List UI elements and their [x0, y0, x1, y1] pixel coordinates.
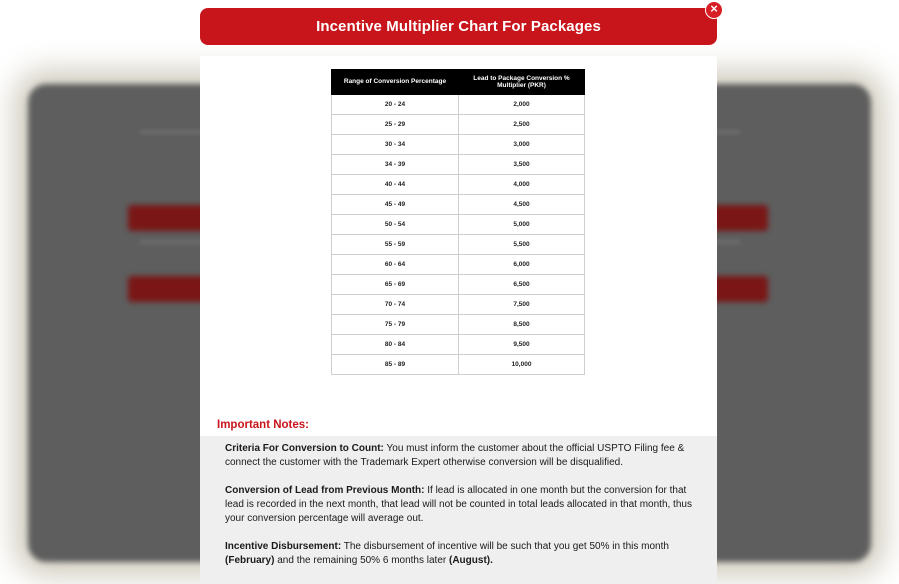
multiplier-cell: 9,500 [459, 335, 585, 355]
note-disbursement-month-2: (August). [449, 555, 493, 566]
table-row [332, 315, 585, 335]
multiplier-cell: 4,000 [459, 175, 585, 195]
table-body [332, 95, 585, 375]
note-criteria [225, 442, 705, 470]
multiplier-cell: 7,500 [459, 295, 585, 315]
range-cell: 80 - 84 [332, 335, 459, 355]
multiplier-cell: 6,000 [459, 255, 585, 275]
range-cell: 50 - 54 [332, 215, 459, 235]
table-row [332, 155, 585, 175]
note-criteria-text: You must inform the customer about the official USPTO Filing fee & connect the customer with the Trademark Expert otherwise conversion will be disqualified. [225, 443, 685, 468]
note-disbursement [225, 540, 705, 568]
table-row [332, 295, 585, 315]
table-row [332, 195, 585, 215]
modal-body [200, 56, 717, 584]
note-criteria-label: Criteria For Conversion to Count: [225, 443, 384, 454]
multiplier-cell: 10,000 [459, 355, 585, 375]
table-row [332, 95, 585, 115]
note-previous-month-label: Conversion of Lead from Previous Month: [225, 485, 425, 496]
column-header-range: Range of Conversion Percentage [332, 70, 459, 95]
table-row [332, 235, 585, 255]
multiplier-cell: 2,500 [459, 115, 585, 135]
note-disbursement-text-1: The disbursement of incentive will be such that you get 50% in this month [341, 541, 669, 552]
multiplier-cell: 3,500 [459, 155, 585, 175]
range-cell: 70 - 74 [332, 295, 459, 315]
range-cell: 45 - 49 [332, 195, 459, 215]
range-cell: 20 - 24 [332, 95, 459, 115]
range-cell: 75 - 79 [332, 315, 459, 335]
note-disbursement-text-2: and the remaining 50% 6 months later [274, 555, 449, 566]
modal-title: Incentive Multiplier Chart For Packages [316, 18, 601, 35]
range-cell: 85 - 89 [332, 355, 459, 375]
column-header-multiplier: Lead to Package Conversion % Multiplier (PKR) [459, 70, 585, 95]
multiplier-cell: 6,500 [459, 275, 585, 295]
table-row [332, 275, 585, 295]
note-previous-month-text: If lead is allocated in one month but the conversion for that lead is recorded in the next month, that lead will not be counted in total leads allocated in that month, thus your conversion percentage will average out. [225, 485, 692, 524]
table-row [332, 355, 585, 375]
range-cell: 40 - 44 [332, 175, 459, 195]
table-row [332, 255, 585, 275]
multiplier-cell: 3,000 [459, 135, 585, 155]
table-row [332, 215, 585, 235]
range-cell: 34 - 39 [332, 155, 459, 175]
range-cell: 25 - 29 [332, 115, 459, 135]
table-row [332, 115, 585, 135]
range-cell: 30 - 34 [332, 135, 459, 155]
multiplier-cell: 5,500 [459, 235, 585, 255]
range-cell: 55 - 59 [332, 235, 459, 255]
modal-header [200, 8, 717, 45]
note-disbursement-label: Incentive Disbursement: [225, 541, 342, 552]
notes-box [200, 436, 717, 584]
multiplier-cell: 2,000 [459, 95, 585, 115]
note-disbursement-month-1: (February) [225, 555, 275, 566]
multiplier-cell: 4,500 [459, 195, 585, 215]
incentive-table [331, 69, 585, 375]
close-icon[interactable]: × [705, 1, 723, 19]
table-row [332, 175, 585, 195]
table-row [332, 335, 585, 355]
incentive-modal [200, 1, 718, 584]
range-cell: 60 - 64 [332, 255, 459, 275]
range-cell: 65 - 69 [332, 275, 459, 295]
notes-title: Important Notes: [217, 419, 309, 431]
multiplier-cell: 8,500 [459, 315, 585, 335]
table-header-row [332, 70, 585, 95]
table-row [332, 135, 585, 155]
multiplier-cell: 5,000 [459, 215, 585, 235]
note-previous-month [225, 484, 705, 526]
